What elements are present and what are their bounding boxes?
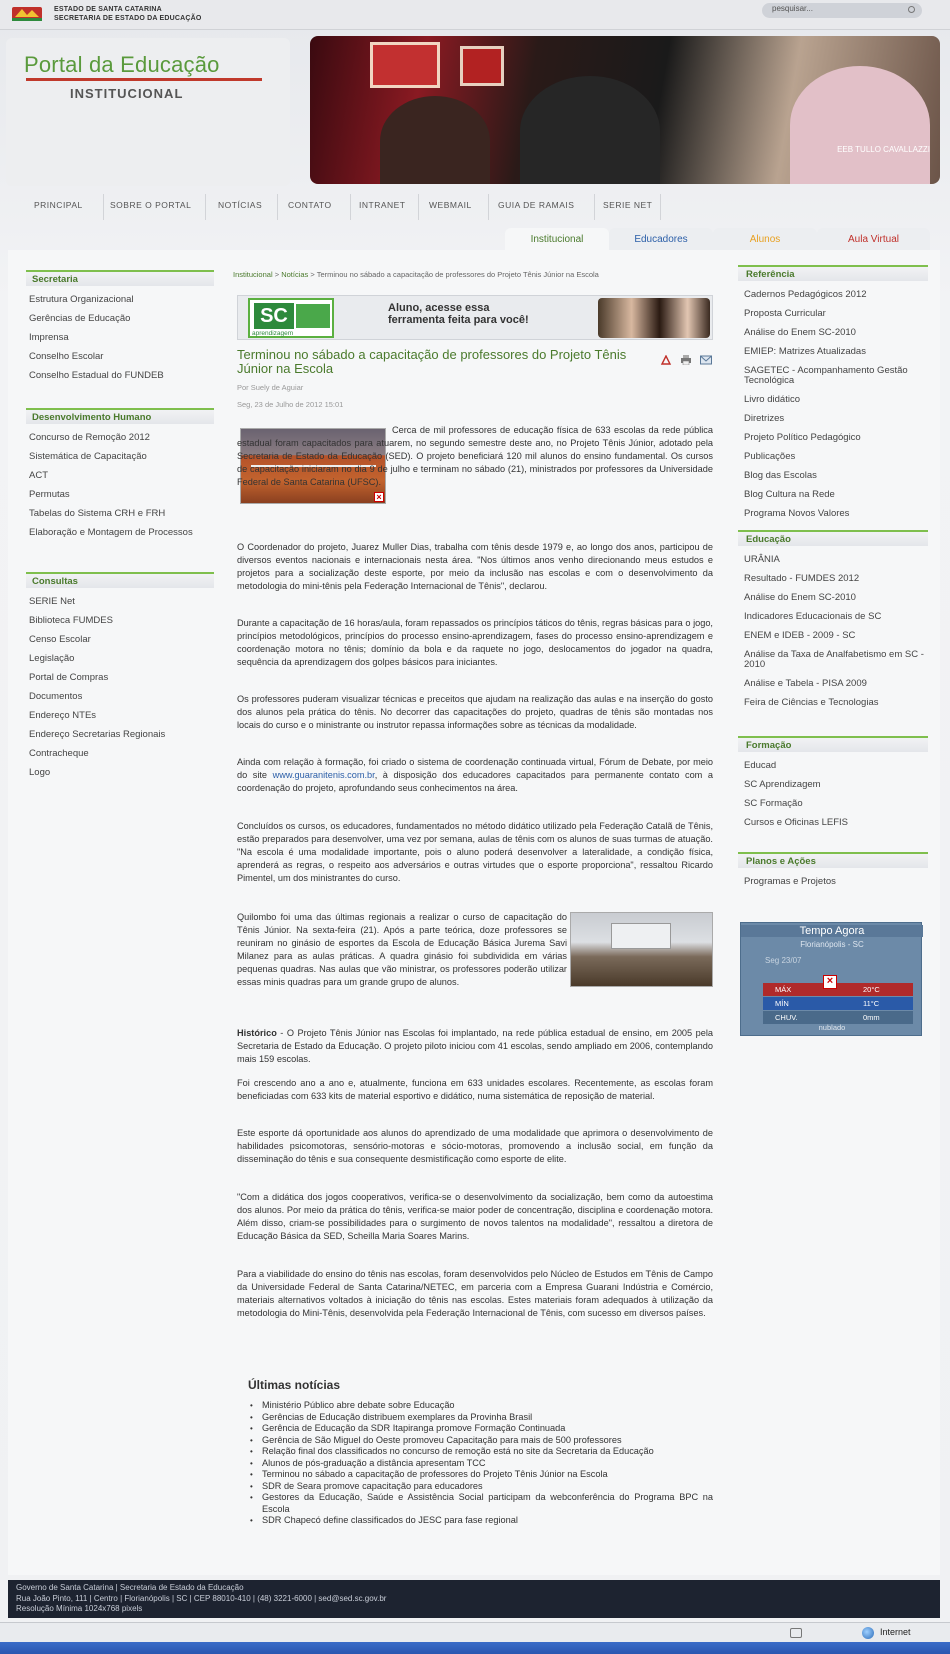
sidebar-item[interactable]: Endereço Secretarias Regionais [29,729,166,740]
sidebar-item[interactable]: SC Aprendizagem [744,779,821,790]
sc-logo-subtitle: aprendizagem [252,330,294,337]
sidebar-item[interactable]: SC Formação [744,798,803,809]
nav-intranet[interactable]: INTRANET [359,200,406,210]
sidebar-item[interactable]: Permutas [29,489,70,500]
sidebar-heading-desenvolvimento-humano: Desenvolvimento Humano [26,408,214,424]
breadcrumb-home[interactable]: Institucional [233,270,273,279]
sidebar-item[interactable]: Programas e Projetos [744,876,836,887]
paragraph-lead: Histórico [237,1028,277,1038]
portal-title-underline [26,78,262,81]
os-taskbar [0,1642,950,1654]
news-item[interactable]: • Alunos de pós-graduação a distância apresentam TCC [250,1458,713,1470]
sidebar-heading-formacao: Formação [738,736,928,752]
news-item[interactable]: • Gerências de Educação distribuem exemplares da Provinha Brasil [250,1412,713,1424]
sidebar-item[interactable]: SAGETEC - Acompanhamento Gestão Tecnológica [744,365,908,386]
sidebar-item[interactable]: Cursos e Oficinas LEFIS [744,817,849,828]
site-footer [8,1580,940,1618]
breadcrumb [233,270,703,280]
sidebar-item[interactable]: Documentos [29,691,83,702]
promo-line2: ferramenta feita para você! [388,314,529,326]
sidebar-item[interactable]: Feira de Ciências e Tecnologias [744,697,879,708]
sidebar-item[interactable]: Projeto Político Pedagógico [744,432,861,443]
weather-city: Florianópolis - SC [800,940,864,949]
sc-logo-text: SC [254,303,294,329]
portal-title[interactable]: Portal da Educação [24,52,220,77]
weather-min-label: MÍN [775,999,789,1008]
sc-aprendizagem-banner[interactable] [237,295,713,340]
sidebar-item[interactable]: Estrutura Organizacional [29,294,134,305]
sidebar-item[interactable]: URÂNIA [744,554,780,565]
status-zone: Internet [880,1627,911,1637]
sidebar-item[interactable]: Diretrizes [744,413,785,424]
article-title: Terminou no sábado a capacitação de professores do Projeto Tênis Júnior na Escola [237,347,627,376]
print-icon[interactable] [680,355,692,365]
sidebar-item[interactable]: Proposta Curricular [744,308,826,319]
sidebar-item[interactable]: Blog Cultura na Rede [744,489,835,500]
sidebar-item[interactable]: Blog das Escolas [744,470,817,481]
sidebar-item[interactable]: Análise do Enem SC-2010 [744,592,856,603]
sidebar-item[interactable]: Indicadores Educacionais de SC [744,611,882,622]
promo-photo [598,298,710,338]
tab-aula-virtual[interactable]: Aula Virtual [817,228,930,250]
news-item[interactable]: • Gerência de São Miguel do Oeste promoveu Capacitação para mais de 500 professores [250,1435,713,1447]
government-name[interactable] [54,5,202,23]
weather-title: Tempo Agora [741,925,923,937]
news-item[interactable]: • Terminou no sábado a capacitação de professores do Projeto Tênis Júnior na Escola [250,1469,713,1481]
search-icon[interactable] [908,6,915,13]
government-line1: ESTADO DE SANTA CATARINA [54,6,162,13]
sidebar-item[interactable]: Legislação [29,653,75,664]
sidebar-item[interactable]: Conselho Estadual do FUNDEB [29,370,164,381]
sidebar-heading-referencia: Referência [738,265,928,281]
news-item[interactable]: • Gestores da Educação, Saúde e Assistência Social participam da webconferência do Programa BPC na Escola [250,1492,713,1515]
latest-news-title: Últimas notícias [248,1378,341,1392]
left-sidebar-desenvolvimento [26,408,214,538]
paragraph-text: , à disposição dos educadores capacitados para permanente contato com a coordenação do projeto, aprofundando seus conhecimentos na área. [237,770,713,794]
state-coat-of-arms-icon[interactable] [12,5,42,23]
sc-aprendizagem-logo [248,298,334,338]
sidebar-item[interactable]: ENEM e IDEB - 2009 - SC [744,630,856,641]
pdf-icon[interactable] [660,355,672,365]
breadcrumb-separator: > [310,270,315,279]
sidebar-item[interactable]: Contracheque [29,748,89,759]
article-paragraph: Cerca de mil professores de educação física de 633 escolas da rede pública estadual foram capacitados para atuarem, no segundo semestre deste ano, no Projeto Tênis Júnior, adotado pela Secretaria de Estado da Educação (SED). O projeto beneficiará 120 mil alunos do ensino fundamental. Os cursos de capacitação iniciaram no dia 9 de julho e terminam no sábado (21), ministrados por professores da Universidade Federal de Santa Catarina (UFSC). [237,425,713,488]
sidebar-item[interactable]: Publicações [744,451,796,462]
main-nav [20,200,940,218]
sidebar-item[interactable]: Análise da Taxa de Analfabetismo em SC - 2010 [744,649,924,670]
sidebar-item[interactable]: Análise e Tabela - PISA 2009 [744,678,867,689]
news-item[interactable]: • Relação final dos classificados no concurso de remoção está no site da Secretaria da Educação [250,1446,713,1458]
weather-widget [740,922,922,1036]
close-icon[interactable]: × [374,492,384,502]
article-date: Seg, 23 de Julho de 2012 15:01 [237,400,344,409]
right-sidebar-referencia [738,265,928,519]
paragraph-text: - O Projeto Tênis Júnior nas Escolas foi implantado, na rede pública estadual de ensino, em 2005 pela Secretaria de Estado da Educação. O projeto piloto iniciou com 41 escolas, sendo ampliado em 2006, contemplando mais 159 escolas. [237,1028,713,1065]
sidebar-item[interactable]: Censo Escolar [29,634,91,645]
guaranitenis-link[interactable]: www.guaranitenis.com.br [272,770,375,781]
article-paragraph: O Coordenador do projeto, Juarez Muller Dias, trabalha com tênis desde 1979 e, ao longo dos anos, participou de diversos eventos nacionais e internacionais nesta área. "Nos últimos anos venho direcionando meus estudos e projetos para a socialização deste esporte, por meio da inclusão nas escolas e com o desenvolvimento da metodologia do mini-tênis pela Federação Internacional de Tênis", declarou. [237,542,713,592]
sidebar-item[interactable]: Gerências de Educação [29,313,131,324]
article-paragraph: Durante a capacitação de 16 horas/aula, foram repassados os princípios táticos do tênis, regras básicas para o jogo, princípios metodológicos, princípios do processo ensino-aprendizagem, fases do processo ensino-aprendizagem e coordenação motora no tênis; domínio da bola e da raquete no jogo, deslocamentos do jogador na quadra, sequência da aprendizagem dos golpes básicos para iniciantes. [237,618,713,668]
breadcrumb-noticias[interactable]: Notícias [281,270,309,279]
weather-condition: nublado [818,1023,846,1032]
left-sidebar-consultas [26,572,214,778]
footer-line2: Rua João Pinto, 111 | Centro | Florianópolis | SC | CEP 88010-410 | (48) 3221-6000 | sed@sed.sc.gov.br [16,1593,387,1603]
tab-institucional[interactable]: Institucional [505,228,609,250]
article-paragraph: Os professores puderam visualizar técnicas e preceitos que ajudam na realização das aulas e na inserção do gosto dos alunos pela prática do tênis. No decorrer das capacitações do projeto, quadras de tênis são montadas nos locais do curso e o ministrante ou instrutor repassa informações sobre as técnicas da modalidade. [237,694,713,731]
news-item[interactable]: • SDR de Seara promove capacitação para educadores [250,1481,713,1493]
news-item[interactable]: • Ministério Público abre debate sobre Educação [250,1400,713,1412]
footer-line1: Governo de Santa Catarina | Secretaria de Estado da Educação [16,1583,244,1592]
sidebar-item[interactable]: Livro didático [744,394,800,405]
weather-min-row [763,997,913,1010]
globe-icon [862,1627,874,1639]
government-line2: SECRETARIA DE ESTADO DA EDUCAÇÃO [54,15,202,22]
sidebar-item[interactable]: Portal de Compras [29,672,109,683]
nav-principal[interactable]: PRINCIPAL [34,200,83,210]
search-input[interactable] [762,3,922,18]
nav-guia-de-ramais[interactable]: GUIA DE RAMAIS [498,200,575,210]
nav-contato[interactable]: CONTATO [288,200,332,210]
sidebar-item[interactable]: Imprensa [29,332,69,343]
article-paragraph: Quilombo foi uma das últimas regionais a realizar o curso de capacitação do Tênis Júnior. Na sexta-feira (21). Após a parte teórica, doze professores se reuniram no ginásio de esportes da Escola de Educação Básica Jurema Savi Milanez para as aulas práticas. A quadra ginásio foi subdividida em várias pequenas quadras. Nas aulas que vão ministrar, os professores poderão utilizar essas minis quadras para um grande grupo de alunos. [237,912,567,988]
promo-line1: Aluno, acesse essa [388,302,490,314]
weather-rain-label: CHUV. [775,1013,798,1022]
sidebar-item[interactable]: Sistemática de Capacitação [29,451,147,462]
article-photo-classroom [570,912,713,987]
article-paragraph: Para a viabilidade do ensino do tênis nas escolas, foram desenvolvidos pelo Núcleo de Estudos em Tênis de Campo da Universidade Federal de Santa Catarina/NETEC, em parceria com a Empresa Guarani Indústria e Comércio, materiais alternativos voltados à iniciação do tênis nas escolas. Estes materiais foram adequados à utilização da metodologia do Mini-Tênis, desenvolvida pela Federação Internacional de Tênis, com sucesso em diversos países. [237,1269,713,1319]
sidebar-heading-educacao: Educação [738,530,928,546]
audience-tabs [505,228,930,250]
nav-serie-net[interactable]: SERIE NET [603,200,653,210]
nav-sobre-o-portal[interactable]: SOBRE O PORTAL [110,200,192,210]
sidebar-heading-consultas: Consultas [26,572,214,588]
portal-subtitle: INSTITUCIONAL [70,86,184,101]
sidebar-item[interactable]: Tabelas do Sistema CRH e FRH [29,508,166,519]
article-paragraph: Este esporte dá oportunidade aos alunos do aprendizado de uma modalidade que aprimora o desenvolvimento de habilidades psicomotoras, sensório-motoras e sócio-motoras, promovendo a inclusão social, em função da disseminação do tênis e sua consequente desmistificação como esporte de elite. [237,1128,713,1165]
breadcrumb-separator: > [274,270,280,279]
sidebar-item[interactable]: Análise do Enem SC-2010 [744,327,856,338]
sidebar-item[interactable]: Biblioteca FUMDES [29,615,113,626]
sidebar-item[interactable]: EMIEP: Matrizes Atualizadas [744,346,866,357]
weather-max-label: MÁX [775,985,792,994]
article-paragraph [237,1027,713,1066]
weather-max-value: 20°C [863,985,880,994]
banner-caption: EEB TULLO CAVALLAZZI [837,145,930,154]
sidebar-item[interactable]: Concurso de Remoção 2012 [29,432,150,443]
nav-noticias[interactable]: NOTÍCIAS [218,200,263,210]
weather-min-value: 11°C [863,999,880,1008]
left-sidebar-secretaria [26,270,214,381]
article-author: Por Suely de Aguiar [237,383,304,392]
tab-alunos[interactable]: Alunos [713,228,817,250]
sidebar-item[interactable]: ACT [29,470,48,481]
sidebar-item[interactable]: Cadernos Pedagógicos 2012 [744,289,867,300]
article-paragraph: Foi crescendo ano a ano e, atualmente, funciona em 633 unidades escolares. Recentemente, as escolas foram beneficiadas com 633 kits de material esportivo e didático, numa sistemática de reposição de material. [237,1078,713,1102]
paragraph-text: Ainda com relação à formação, foi criado o sistema de coordenação continuada virtual, Fórum de Debate, por meio do site [237,757,713,781]
sidebar-heading-secretaria: Secretaria [26,270,214,286]
promo-text [388,302,529,326]
sidebar-heading-planos-e-acoes: Planos e Ações [738,852,928,868]
article-paragraph: Concluídos os cursos, os educadores, fundamentados no método didático utilizado pela Federação Catalã de Tênis, estão preparados para desenvolver, uma vez por semana, aulas de tênis com os alunos de suas turmas de atuação. "Na escola é uma modalidade importante, pois o aluno poderá desenvolver a lateralidade, a condição física, aprenderá as regras, o respeito aos adversários e outras virtudes que o esporte proporciona", ressaltou Ricardo Pimentel, um dos ministrantes do curso. [237,821,713,884]
right-sidebar-planos [738,852,928,887]
sidebar-item[interactable]: Logo [29,767,51,778]
sidebar-item[interactable]: Conselho Escolar [29,351,104,362]
right-sidebar-formacao [738,736,928,828]
footer-text [16,1583,386,1615]
search-placeholder: pesquisar... [772,4,813,13]
latest-news-list [250,1400,713,1527]
sidebar-item[interactable]: Elaboração e Montagem de Processos [29,527,193,538]
sidebar-item[interactable]: SERIE Net [29,596,75,607]
article-paragraph: "Com a didática dos jogos cooperativos, verifica-se o desenvolvimento da socialização, bem como da autoestima dos alunos. Por meio da prática do tênis, verifica-se maior poder de concentração, disciplina e coordenação motora. Além disso, criam-se possibilidades para o surgimento de novos talentos na modalidade", ressaltou a diretora de Educação Básica da SED, Scheilla Maria Soares Marins. [237,1192,713,1242]
weather-rain-value: 0mm [863,1013,880,1022]
footer-line3: Resolução Mínima 1024x768 pixels [16,1604,143,1613]
sidebar-item[interactable]: Programa Novos Valores [744,508,850,519]
tab-educadores[interactable]: Educadores [609,228,713,250]
top-bar [0,0,950,30]
security-icon[interactable] [790,1628,802,1638]
right-sidebar-educacao [738,530,928,708]
news-item[interactable]: • SDR Chapecó define classificados do JESC para fase regional [250,1515,713,1527]
weather-date: Seg 23/07 [765,956,802,965]
news-item[interactable]: • Gerência de Educação da SDR Itapiranga promove Formação Continuada [250,1423,713,1435]
weather-max-row [763,983,913,996]
sidebar-item[interactable]: Resultado - FUMDES 2012 [744,573,860,584]
nav-webmail[interactable]: WEBMAIL [429,200,472,210]
broken-image-icon: × [823,975,837,989]
article-paragraph [237,756,713,795]
email-icon[interactable] [700,355,712,365]
header-banner-image [310,36,940,184]
sidebar-item[interactable]: Educad [744,760,777,771]
browser-status-bar [0,1622,950,1642]
sidebar-item[interactable]: Endereço NTEs [29,710,97,721]
breadcrumb-current: Terminou no sábado a capacitação de professores do Projeto Tênis Júnior na Escola [316,270,599,279]
